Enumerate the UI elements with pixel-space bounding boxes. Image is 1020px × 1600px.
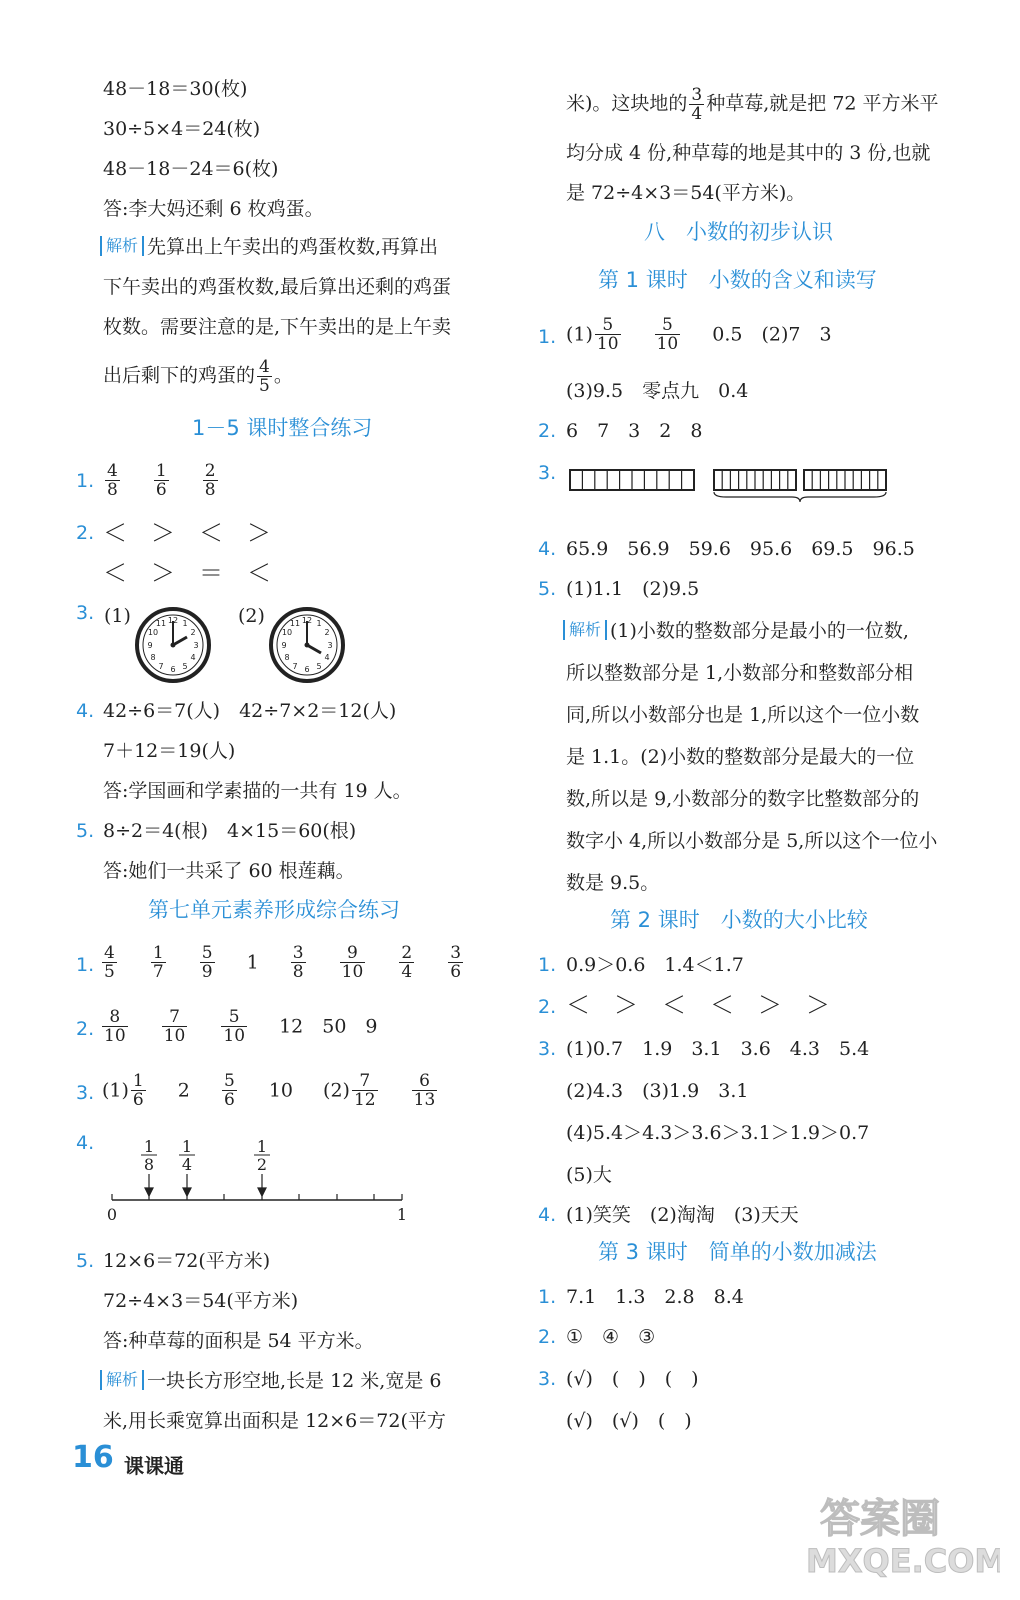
svg-text:6: 6 <box>304 665 310 674</box>
compare-row: ＜ ＞ ＝ ＜ <box>103 559 271 587</box>
answer-line: 答:她们一共采了 60 根莲藕。 <box>103 860 355 882</box>
svg-text:5: 5 <box>316 662 322 671</box>
fraction: $\frac{3}{4}$ <box>691 85 703 124</box>
analysis-line: 米)。这块地的 $\frac{3}{4}$ 种草莓,就是把 72 平方米平 <box>566 85 939 124</box>
number-line-label: 4 <box>181 1155 193 1174</box>
question-number: 2. <box>538 420 557 442</box>
fraction: $\frac{1}{7}$ <box>152 943 164 982</box>
fraction: $\frac{4}{8}$ <box>107 461 118 500</box>
number-line-label: 2 <box>256 1155 268 1174</box>
analysis-line: 枚数。需要注意的是,下午卖出的是上午卖 <box>103 316 452 338</box>
question-number: 3. <box>538 462 557 484</box>
answer-line: 8÷2＝4(根) 4×15＝60(根) <box>103 820 357 842</box>
subquestion-label: (2) <box>238 605 265 627</box>
analysis-line: 数字小 4,所以小数部分是 5,所以这个一位小 <box>566 830 938 852</box>
analysis-line: 是 1.1。(2)小数的整数部分是最大的一位 <box>566 746 915 768</box>
analysis-line: 米,用长乘宽算出面积是 12×6＝72(平方 <box>103 1410 446 1432</box>
decimal-grid-diagram <box>566 464 896 504</box>
page-number: 16 <box>72 1440 114 1475</box>
svg-text:4: 4 <box>324 653 330 662</box>
fraction: $\frac{9}{10}$ <box>341 943 364 982</box>
svg-text:12: 12 <box>301 616 313 625</box>
chapter-heading: 八 小数的初步认识 <box>644 220 833 244</box>
fraction: $\frac{7}{10}$ <box>163 1007 186 1046</box>
answer-line: (√) (√) ( ) <box>566 1410 692 1432</box>
svg-text:答案圈: 答案圈 <box>820 1496 940 1542</box>
fraction: $\frac{6}{13}$ <box>413 1071 436 1110</box>
book-name: 课课通 <box>124 1454 184 1478</box>
question-number: 5. <box>76 820 95 842</box>
analysis-line: 均分成 4 份,种草莓的地是其中的 3 份,也就 <box>566 142 931 164</box>
question-number: 2. <box>76 1018 95 1040</box>
answer-line: 答:学国画和学素描的一共有 19 人。 <box>103 780 412 802</box>
question-number: 1. <box>538 326 557 348</box>
subquestion-label: (1) <box>104 605 131 627</box>
answer-line: 7＋12＝19(人) <box>103 740 236 762</box>
analysis-tag: 解析 <box>100 236 144 256</box>
clock-icon <box>268 606 346 684</box>
question-number: 1. <box>76 954 95 976</box>
question-number: 2. <box>538 996 557 1018</box>
answer-line: (5)大 <box>566 1164 612 1186</box>
svg-text:9: 9 <box>147 641 153 650</box>
svg-text:1: 1 <box>182 619 188 628</box>
answer-line: 6 7 3 2 8 <box>566 420 703 442</box>
question-number: 3. <box>76 1082 95 1104</box>
svg-text:1: 1 <box>316 619 322 628</box>
fraction: $\frac{5}{10}$ <box>223 1007 246 1046</box>
section-heading: 第七单元素养形成综合练习 <box>148 898 400 922</box>
fraction: $\frac{8}{10}$ <box>104 1007 126 1046</box>
answer-line: (√) ( ) ( ) <box>566 1368 699 1390</box>
svg-text:5: 5 <box>182 662 188 671</box>
fraction-row: $\frac{4}{5}$ $\frac{1}{7}$ $\frac{5}{9}$ 1 $\frac{3}{8}$ $\frac{9}{10}$ $\frac{2}{4}$ $\frac{3}{6}$ <box>104 943 462 982</box>
svg-text:6: 6 <box>170 665 176 674</box>
fraction: $\frac{2}{8}$ <box>204 461 216 500</box>
number-line-zero: 0 <box>106 1205 118 1224</box>
watermark-logo <box>800 1480 1000 1585</box>
answer-line: (2)4.3 (3)1.9 3.1 <box>566 1080 749 1102</box>
answer-line: (1)0.7 1.9 3.1 3.6 4.3 5.4 <box>566 1038 870 1060</box>
answer-line: (3)9.5 零点九 0.4 <box>566 380 749 402</box>
svg-text:7: 7 <box>292 662 298 671</box>
fraction: $\frac{5}{6}$ <box>223 1071 235 1110</box>
question-number: 2. <box>76 522 95 544</box>
svg-text:MXQE.COM: MXQE.COM <box>806 1542 1000 1580</box>
analysis-line: 下午卖出的鸡蛋枚数,最后算出还剩的鸡蛋 <box>103 276 452 298</box>
svg-text:12: 12 <box>167 616 179 625</box>
analysis-line: 解析 先算出上午卖出的鸡蛋枚数,再算出 <box>100 234 438 260</box>
compare-row: ＜ ＞ ＜ ＞ <box>103 519 271 547</box>
svg-text:2: 2 <box>324 628 330 637</box>
number-line <box>96 1136 416 1228</box>
svg-text:8: 8 <box>284 653 290 662</box>
analysis-line: 解析 (1)小数的整数部分是最小的一位数, <box>563 618 909 644</box>
question-number: 1. <box>76 470 95 492</box>
number-line-label: 1 <box>256 1137 268 1156</box>
question-number: 1. <box>538 954 557 976</box>
fraction-row: (1) $\frac{5}{10}$ $\frac{5}{10}$ 0.5 (2)7 3 <box>566 315 832 354</box>
question-number: 5. <box>538 578 557 600</box>
answer-line: (1)笑笑 (2)淘淘 (3)天天 <box>566 1204 799 1226</box>
analysis-line: 数,所以是 9,小数部分的数字比整数部分的 <box>566 788 920 810</box>
number-line-one: 1 <box>396 1205 408 1224</box>
svg-text:7: 7 <box>158 662 164 671</box>
svg-text:4: 4 <box>190 653 196 662</box>
svg-text:2: 2 <box>190 628 196 637</box>
clock-icon <box>134 606 212 684</box>
svg-text:11: 11 <box>155 619 167 628</box>
answer-line: 42÷6＝7(人) 42÷7×2＝12(人) <box>103 700 397 722</box>
svg-text:8: 8 <box>150 653 156 662</box>
fraction: $\frac{5}{10}$ <box>656 315 679 354</box>
fraction: $\frac{4}{5}$ <box>259 357 270 396</box>
analysis-line: 出后剩下的鸡蛋的 $\frac{4}{5}$ 。 <box>103 357 293 396</box>
number-line-label: 1 <box>143 1137 155 1156</box>
svg-text:10: 10 <box>147 628 159 637</box>
svg-text:3: 3 <box>193 641 199 650</box>
question-number: 3. <box>76 602 95 624</box>
answer-line: 答:李大妈还剩 6 枚鸡蛋。 <box>103 198 324 220</box>
fraction: $\frac{4}{5}$ <box>104 943 115 982</box>
analysis-line: 是 72÷4×3＝54(平方米)。 <box>566 182 806 204</box>
answer-line: 答:种草莓的面积是 54 平方米。 <box>103 1330 374 1352</box>
answer-line: (1)1.1 (2)9.5 <box>566 578 700 600</box>
svg-text:3: 3 <box>327 641 333 650</box>
question-number: 5. <box>76 1250 95 1272</box>
section-heading: 1－5 课时整合练习 <box>192 416 373 440</box>
answer-line: 0.9＞0.6 1.4＜1.7 <box>566 954 744 976</box>
question-number: 4. <box>538 1204 557 1226</box>
question-number: 2. <box>538 1326 557 1348</box>
analysis-line: 数是 9.5。 <box>566 872 660 894</box>
answer-line: 7.1 1.3 2.8 8.4 <box>566 1286 744 1308</box>
question-number: 4. <box>538 538 557 560</box>
analysis-line: 解析 一块长方形空地,长是 12 米,宽是 6 <box>100 1368 441 1394</box>
compare-row: ＜ ＞ ＜ ＜ ＞ ＞ <box>566 991 830 1019</box>
analysis-line: 同,所以小数部分也是 1,所以这个一位小数 <box>566 704 920 726</box>
answer-line: (4)5.4＞4.3＞3.6＞3.1＞1.9＞0.7 <box>566 1122 870 1144</box>
fraction-row: $\frac{8}{10}$ $\frac{7}{10}$ $\frac{5}{10}$ 12 50 9 <box>104 1007 378 1046</box>
answer-line: 30÷5×4＝24(枚) <box>103 118 261 140</box>
lesson-heading: 第 3 课时 简单的小数加减法 <box>598 1240 877 1264</box>
fraction: $\frac{3}{6}$ <box>450 943 462 982</box>
answer-line: 48－18＝30(枚) <box>103 78 248 100</box>
fraction: $\frac{3}{8}$ <box>292 943 304 982</box>
watermark-graphic <box>800 1480 1000 1580</box>
fraction: $\frac{5}{9}$ <box>201 943 213 982</box>
answer-line: 65.9 56.9 59.6 95.6 69.5 96.5 <box>566 538 915 560</box>
lesson-heading: 第 2 课时 小数的大小比较 <box>610 908 868 932</box>
answer-line: 48－18－24＝6(枚) <box>103 158 279 180</box>
question-number: 3. <box>538 1038 557 1060</box>
svg-text:11: 11 <box>289 619 301 628</box>
lesson-heading: 第 1 课时 小数的含义和读写 <box>598 268 877 292</box>
analysis-tag: 解析 <box>563 620 607 640</box>
fraction: $\frac{1}{6}$ <box>132 1071 144 1110</box>
fraction: $\frac{5}{10}$ <box>596 315 619 354</box>
fraction-row <box>103 462 220 499</box>
answer-line: ① ④ ③ <box>566 1326 656 1348</box>
svg-text:9: 9 <box>281 641 287 650</box>
fraction: $\frac{1}{6}$ <box>155 461 167 500</box>
analysis-tag: 解析 <box>100 1370 144 1390</box>
answer-line: 12×6＝72(平方米) <box>103 1250 271 1272</box>
analysis-line: 所以整数部分是 1,小数部分和整数部分相 <box>566 662 914 684</box>
fraction: $\frac{2}{4}$ <box>401 943 413 982</box>
number-line-label: 8 <box>143 1155 155 1174</box>
question-number: 3. <box>538 1368 557 1390</box>
svg-text:10: 10 <box>281 628 293 637</box>
number-line-label: 1 <box>181 1137 193 1156</box>
fraction-row: (1) $\frac{1}{6}$ 2 $\frac{5}{6}$ 10 (2) $\frac{7}{12}$ $\frac{6}{13}$ <box>102 1071 436 1110</box>
answer-line: 72÷4×3＝54(平方米) <box>103 1290 299 1312</box>
fraction: $\frac{7}{12}$ <box>353 1071 376 1110</box>
question-number: 4. <box>76 700 95 722</box>
question-number: 4. <box>76 1132 95 1154</box>
question-number: 1. <box>538 1286 557 1308</box>
